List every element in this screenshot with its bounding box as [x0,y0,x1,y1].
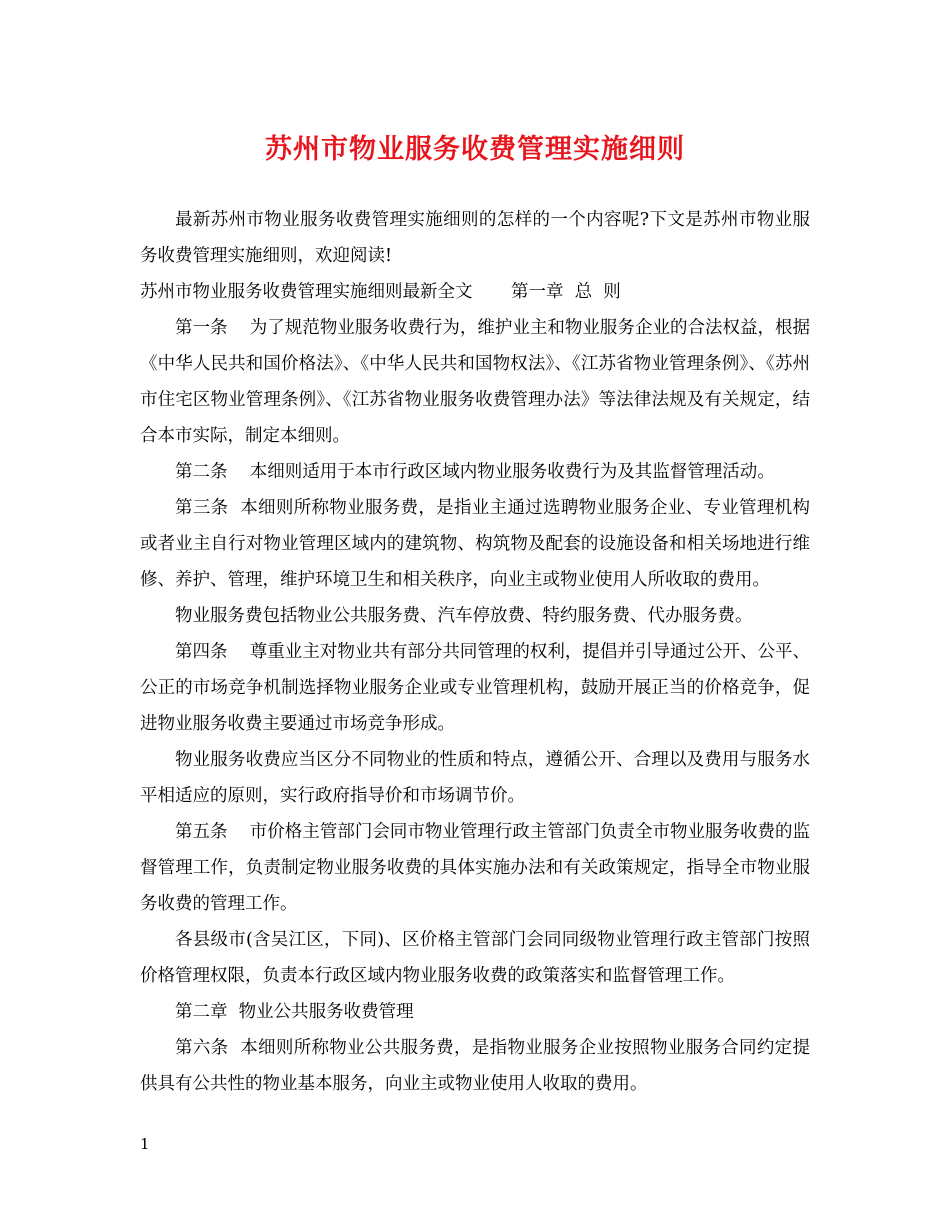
page-number: 1 [140,1135,150,1153]
intro-paragraph: 最新苏州市物业服务收费管理实施细则的怎样的一个内容呢?下文是苏州市物业服务收费管理实施细则，欢迎阅读! [140,210,810,266]
fulltext-heading: 苏州市物业服务收费管理实施细则最新全文 [140,282,473,302]
chapter-heading: 第一章 总 则 [511,282,621,302]
article-6-paragraph: 第六条 本细则所称物业公共服务费，是指物业服务企业按照物业服务合同约定提供具有公共性的物业基本服务，向业主或物业使用人收取的费用。 [140,1038,810,1094]
document-body [140,202,810,1102]
article-5-paragraph: 第五条 市价格主管部门会同市物业管理行政主管部门负责全市物业服务收费的监督管理工作，负责制定物业服务收费的具体实施办法和有关政策规定，指导全市物业服务收费的管理工作。 [140,822,810,914]
county-authority-paragraph: 各县级市(含吴江区，下同)、区价格主管部门会同同级物业管理行政主管部门按照价格管理权限，负责本行政区域内物业服务收费的政策落实和监督管理工作。 [140,930,810,986]
chapter-2-heading: 第二章 物业公共服务收费管理 [175,1002,414,1022]
document-title: 苏州市物业服务收费管理实施细则 [265,134,685,165]
article-3-paragraph: 第三条 本细则所称物业服务费，是指业主通过选聘物业服务企业、专业管理机构或者业主自行对物业管理区域内的建筑物、构筑物及配套的设施设备和相关场地进行维修、养护、管理，维护环境卫生和相关秩序，向业主或物业使用人所收取的费用。 [140,498,810,590]
fulltext-heading-line [140,274,810,310]
article-1-paragraph: 第一条 为了规范物业服务收费行为，维护业主和物业服务企业的合法权益，根据《中华人民共和国价格法》、《中华人民共和国物权法》、《江苏省物业管理条例》、《苏州市住宅区物业管理条例》、《江苏省物业服务收费管理办法》等法律法规及有关规定，结合本市实际，制定本细则。 [140,318,810,446]
pricing-principle-paragraph: 物业服务收费应当区分不同物业的性质和特点，遵循公开、合理以及费用与服务水平相适应的原则，实行政府指导价和市场调节价。 [140,750,810,806]
article-4-paragraph: 第四条 尊重业主对物业共有部分共同管理的权利，提倡并引导通过公开、公平、公正的市场竞争机制选择物业服务企业或专业管理机构，鼓励开展正当的价格竞争，促进物业服务收费主要通过市场竞争形成。 [140,642,810,734]
service-fee-types-paragraph: 物业服务费包括物业公共服务费、汽车停放费、特约服务费、代办服务费。 [175,606,753,626]
article-2-paragraph: 第二条 本细则适用于本市行政区域内物业服务收费行为及其监督管理活动。 [175,462,775,482]
